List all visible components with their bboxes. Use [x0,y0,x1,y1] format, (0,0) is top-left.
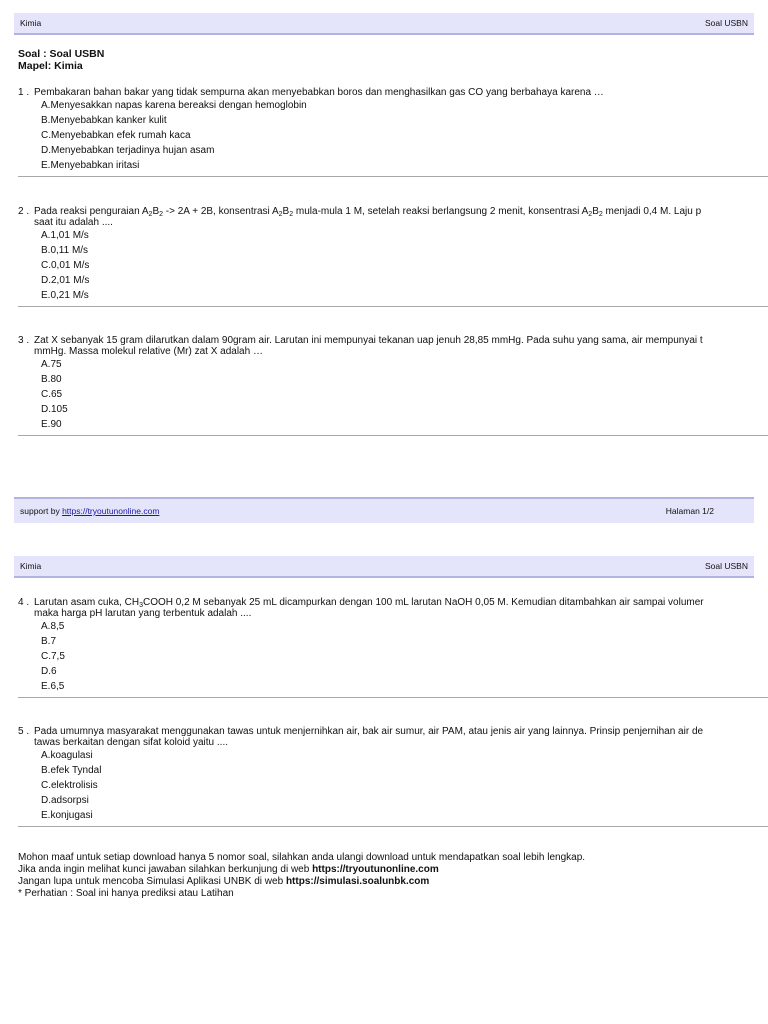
option-b[interactable]: B.efek Tyndal [41,765,102,776]
options-list [18,749,768,824]
option-c[interactable]: C.elektrolisis [41,780,98,791]
header-subject: Kimia [20,561,42,571]
question-number: 3 . [18,335,30,346]
option-e[interactable]: E.6,5 [41,681,65,692]
simulation-link[interactable]: https://simulasi.soalunbk.com [285,876,430,887]
notice-line: Mohon maaf untuk setiap download hanya 5 nomor soal, silahkan anda ulangi download untuk mendapatkan soal lebih lengkap. [18,852,586,863]
header-subject: Kimia [20,18,42,28]
page-footer [14,497,754,523]
question-line: maka harga pH larutan yang terbentuk adalah .... [34,608,252,619]
option-d[interactable]: D.Menyebabkan terjadinya hujan asam [41,145,215,156]
question-4 [18,597,768,698]
option-d[interactable]: D.adsorpsi [41,795,89,806]
option-e[interactable]: E.90 [41,419,62,430]
question-3 [18,335,768,436]
question-number: 5 . [18,726,30,737]
page-header [14,13,754,35]
question-line: Pada umumnya masyarakat menggunakan tawas untuk menjernihkan air, bak air sumur, air PAM, atau jenis air yang lainnya. Prinsip penjernihan air de [34,726,704,737]
answer-key-link[interactable]: https://tryoutunonline.com [312,864,439,875]
question-text [18,335,768,357]
mapel-title: Mapel: Kimia [18,59,83,72]
option-c[interactable]: C.Menyebabkan efek rumah kaca [41,130,191,141]
header-exam-type: Soal USBN [705,18,748,28]
question-line: Zat X sebanyak 15 gram dilarutkan dalam 90gram air. Larutan ini mempunyai tekanan uap jenuh 28,85 mmHg. Pada suhu yang sama, air mempunyai t [34,335,703,346]
question-line: saat itu adalah .... [34,217,113,228]
question-number: 2 . [18,206,30,217]
options-list [18,229,768,304]
option-e[interactable]: E.konjugasi [41,810,93,821]
support-link[interactable]: https://tryoutunonline.com [62,506,160,516]
option-a[interactable]: A.8,5 [41,621,65,632]
support-text: support by https://tryoutunonline.com [20,506,160,516]
question-line: tawas berkaitan dengan sifat koloid yaitu .... [34,737,229,748]
option-a[interactable]: A.1,01 M/s [41,230,89,241]
option-b[interactable]: B.Menyebabkan kanker kulit [41,115,167,126]
question-1 [18,87,768,177]
option-d[interactable]: D.105 [41,404,68,415]
option-e[interactable]: E.Menyebabkan iritasi [41,160,140,171]
option-a[interactable]: A.75 [41,359,62,370]
question-line: mmHg. Massa molekul relative (Mr) zat X adalah … [34,346,263,357]
question-text [18,726,768,748]
download-notice [18,852,585,900]
question-5 [18,726,768,827]
option-c[interactable]: C.0,01 M/s [41,260,90,271]
option-a[interactable]: A.Menyesakkan napas karena bereaksi dengan hemoglobin [41,100,307,111]
question-text [18,206,768,228]
notice-disclaimer: * Perhatian : Soal ini hanya prediksi atau Latihan [18,888,234,899]
options-list [18,358,768,433]
option-a[interactable]: A.koagulasi [41,750,93,761]
question-2 [18,206,768,307]
question-line: Pada reaksi penguraian $A_2B_2 -> 2A + 2B$, konsentrasi $A_2B_2$ mula-mula 1 M, setelah reaksi berlangsung 2 menit, konsentrasi $A_2B_2$ menjadi 0,4 M. Laju p [34,206,702,218]
document-title [18,49,104,72]
soal-title: Soal : Soal USBN [18,48,105,60]
question-text [18,597,768,619]
option-d[interactable]: D.2,01 M/s [41,275,90,286]
notice-line: Jangan lupa untuk mencoba Simulasi Aplikasi UNBK di web https://simulasi.soalunbk.com [18,876,430,887]
option-b[interactable]: B.0,11 M/s [41,245,89,256]
option-c[interactable]: C.65 [41,389,63,400]
option-b[interactable]: B.80 [41,374,62,385]
notice-line: Jika anda ingin melihat kunci jawaban silahkan berkunjung di web https://tryoutunonline.com [18,864,439,875]
header-exam-type: Soal USBN [705,561,748,571]
question-line: Larutan asam cuka, $CH_3COOH$ 0,2 M sebanyak 25 mL dicampurkan dengan 100 mL larutan NaOH 0,05 M. Kemudian ditambahkan air sampai volumer [34,597,704,609]
option-c[interactable]: C.7,5 [41,651,65,662]
question-text [18,87,768,98]
option-e[interactable]: E.0,21 M/s [41,290,89,301]
options-list [18,620,768,695]
option-b[interactable]: B.7 [41,636,57,647]
page-header [14,556,754,578]
question-line: Pembakaran bahan bakar yang tidak sempurna akan menyebabkan boros dan menghasilkan gas CO yang berbahaya karena … [34,87,604,98]
page-number: Halaman 1/2 [665,506,714,516]
question-number: 1 . [18,87,30,98]
option-d[interactable]: D.6 [41,666,57,677]
question-number: 4 . [18,597,30,608]
options-list [18,99,768,174]
